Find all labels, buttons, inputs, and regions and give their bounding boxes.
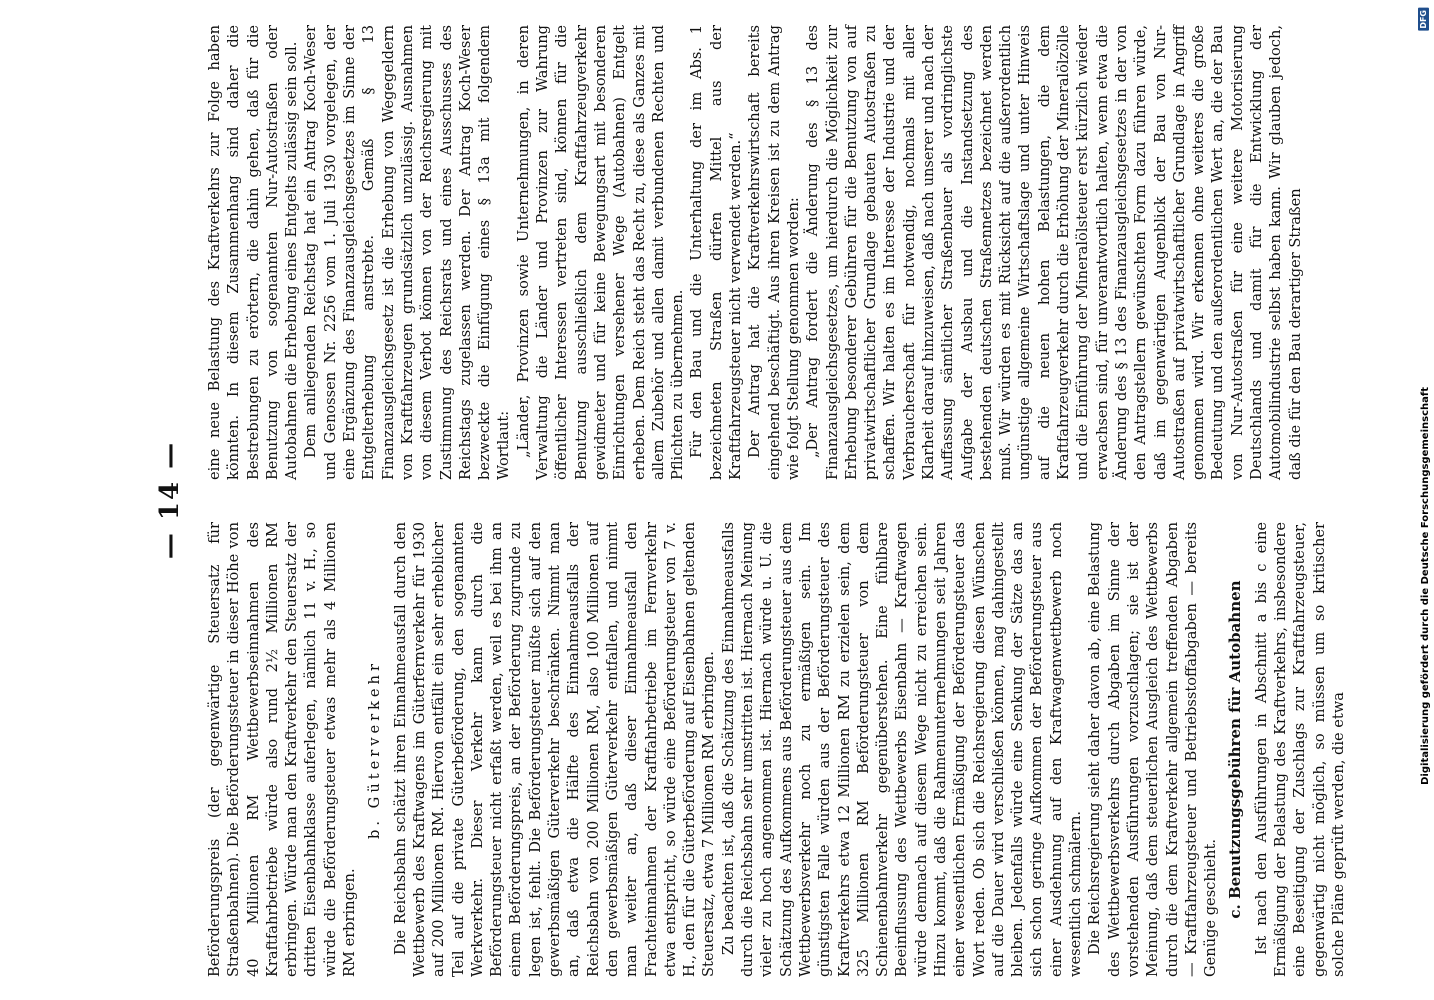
paragraph: „Länder, Provinzen sowie Unternehmungen, in deren Verwaltung die Länder und Provinzen zur Wahrung öffentlicher Interessen vertreten sind, können für die Benutzung ausschließlich dem Kraftfahrzeugverkehr gewidmeter und für keine Bewegungsart mit besonderen Einrichtungen versehener Wege (Autobahnen) Entgelt erheben. Dem Reich steht das Recht zu, diese als Ganzes mit allem Zubehör und allen damit verbundenen Rechten und Pflichten zu übernehmen.	[514, 25, 687, 480]
paragraph: Die Reichsregierung sieht daher davon ab, eine Belastung des Wettbewerbsverkehrs durch Abgaben im Sinne der vorstehenden Ausführungen vorzuschlagen; sie ist der Meinung, daß dem steuerlichen Ausgleich des Wettbewerbs durch die dem Kraftverkehr allgemein treffenden Abgaben — Kraftfahrzeugsteuer und Betriebsstoffabgaben — bereits Genüge geschieht.	[1086, 522, 1220, 977]
paragraph: Zu beachten ist, daß die Schätzung des Einnahmeausfalls durch die Reichsbahn sehr umstritten ist. Hiernach Meinung vieler zu hoch angenommen ist. Hiernach würde u. U. die Schätzung des Aufkommens aus Beförderungsteuer aus dem Wettbewerbsverkehr noch zu ermäßigen sein. Im günstigsten Falle würden aus der Beförderungsteuer des Kraftverkehrs etwa 12 Millionen RM zu erzielen sein, dem 325 Millionen RM Beförderungsteuer von dem Schienenbahnverkehr gegenüberstehen. Eine fühlbare Beeinflussung des Wettbewerbs Eisenbahn — Kraftwagen würde demnach auf diesem Wege nicht zu erreichen sein. Hinzu kommt, daß die Rahmenunternehmungen seit Jahren einer wesentlichen Ermäßigung der Beförderungsteuer das Wort reden. Ob sich die Reichsregierung diesen Wünschen auf die Dauer wird verschließen können, mag dahingestellt bleiben. Jedenfalls würde eine Senkung der Sätze das an sich schon geringe Aufkommen der Beförderungsteuer aus einer Ausdehnung auf den Kraftwagenwettbewerb noch wesentlich schmälern.	[719, 522, 1085, 977]
section-heading-autobahnen: c. Benutzungsgebühren für Autobahnen	[1226, 580, 1245, 919]
paragraph: Beförderungspreis (der gegenwärtige Steuersatz für Straßenbahnen). Die Beförderungssteuer in dieser Höhe von 40 Millionen RM Wettbewerbseinnahmen des Kraftfahrbetriebe würde also rund 2½ Millionen RM erbringen. Würde man den Kraftverkehr den Steuersatz der dritten Eisenbahnklasse auferlegen, nämlich 11 v. H., so würde die Beförderungsteuer etwas mehr als 4 Millionen RM erbringen.	[206, 522, 359, 977]
paragraph: Dem anliegenden Reichstag hat ein Antrag Koch-Weser und Genossen Nr. 2256 vom 1. Juli 1930 vorgelegen, der eine Ergänzung des Finanzausgleichsgesetzes im Sinne der Entgelterhebung anstrebte. Gemäß § 13 Finanzausgleichsgesetz ist die Erhebung von Wegegeldern von Kraftfahrzeugen grundsätzlich unzulässig. Ausnahmen von diesem Verbot können von der Reichsregierung mit Zustimmung des Reichsrats und eines Ausschusses des Reichstags zugelassen werden. Der Antrag Koch-Weser bezweckte die Einfügung eines § 13a mit folgendem Wortlaut:	[302, 25, 513, 480]
paragraph: Ist nach den Ausführungen in Abschnitt a bis c eine Ermäßigung der Belastung des Kraftverkehrs, insbesondere eine Beseitigung der Zuschlags zur Kraftfahrzeugsteuer, gegenwärtig nicht möglich, so müssen um so kritischer solche Pläne geprüft werden, die etwa	[1252, 522, 1347, 977]
paragraph: Der Antrag hat die Kraftverkehrswirtschaft bereits eingehend beschäftigt. Aus ihren Kreisen ist zu dem Antrag wie folgt Stellung genommen worden:	[746, 25, 802, 480]
digitization-sidebar	[1406, 0, 1434, 1000]
section-heading-gueterverkehr: b. Güterverkehr	[366, 660, 384, 839]
rotated-document-page	[147, 5, 1347, 995]
paragraph: „Der Antrag fordert die Änderung des § 13 des Finanzausgleichsgesetzes, um hierdurch die Möglichkeit zur Erhebung besonderer Gebühren für die Benutzung von auf privatwirtschaftlicher Grundlage gebauten Autostraßen zu schaffen. Wir halten es im Interesse der Industrie und der Verbraucherschaft für notwendig, nochmals mit aller Klarheit darauf hinzuweisen, daß nach unserer und nach der Auffassung sämtlicher Straßenbauer als vordringlichste Aufgabe der Ausbau und die Instandsetzung des bestehenden deutschen Straßennetzes bezeichnet werden muß. Wir würden es mit Rücksicht auf die außerordentlich ungünstige allgemeine Wirtschaftslage und unter Hinweis auf die neuen hohen Belastungen, die dem Kraftfahrzeugverkehr durch die Erhöhung der Mineralölzölle und die Einführung der Mineralölsteuer erst kürzlich wieder erwachsen sind, für unverantwortlich halten, wenn etwa die Änderung des § 13 des Finanzausgleichsgesetzes in der von den Antragstellern gewünschten Form dazu führen würde, daß im gegenwärtigen Augenblick der Bau von Nur-Autostraßen auf privatwirtschaftlicher Grundlage in Angriff genommen wird. Wir erkennen ohne weiteres die große Bedeutung und den außerordentlichen Wert an, die der Bau von Nur-Autostraßen für eine weitere Motorisierung Deutschlands und damit für die Entwicklung der Automobilindustrie selbst haben kann. Wir glauben jedoch, daß die für den Bau derartiger Straßen	[804, 25, 1304, 480]
page-number: — 14 —	[155, 440, 185, 560]
right-column	[205, 25, 1321, 480]
paragraph: Für den Bau und die Unterhaltung der im Abs. 1 bezeichneten Straßen dürfen Mittel aus der Kraftfahrzeugsteuer nicht verwendet werden.“	[688, 25, 745, 480]
dfg-logo: DFG	[1419, 10, 1428, 29]
paragraph: eine neue Belastung des Kraftverkehrs zur Folge haben könnten. In diesem Zusammenhang sind daher die Bestrebungen zu erörtern, die dahin gehen, daß für die Benutzung von sogenannten Nur-Autostraßen oder Autobahnen die Erhebung eines Entgelts zulässig sein soll.	[206, 25, 301, 480]
digitization-credit: Digitalisierung gefördert durch die Deutsche Forschungsgemeinschaft	[1420, 387, 1431, 785]
left-column	[205, 522, 1347, 977]
paragraph: Die Reichsbahn schätzt ihren Einnahmeausfall durch den Wettbewerb des Kraftwagens im Güterfernverkehr für 1930 auf 200 Millionen RM. Hiervon entfällt ein sehr erheblicher Teil auf die private Güterbeförderung, den sogenannten Werkverkehr. Dieser Verkehr kann durch die Beförderungsteuer nicht erfaßt werden, weil es bei ihm an einem Beförderungspreis, an der Beförderung zugrunde zu legen ist, fehlt. Die Beförderungsteuer müßte sich auf den gewerbsmäßigen Güterverkehr beschränken. Nimmt man an, daß etwa die Hälfte des Einnahmeausfalls der Reichsbahn von 200 Millionen RM, also 100 Millionen auf den gewerbsmäßigen Güterverkehr entfallen, und nimmt man weiter an, daß dieser Einnahmeausfall den Frachteinnahmen der Kraftfahrbetriebe im Fernverkehr etwa entspricht, so würde eine Beförderungsteuer von 7 v. H., den für die Güterbeförderung auf Eisenbahnen geltenden Steuersatz, etwa 7 Millionen RM erbringen.	[391, 522, 718, 977]
